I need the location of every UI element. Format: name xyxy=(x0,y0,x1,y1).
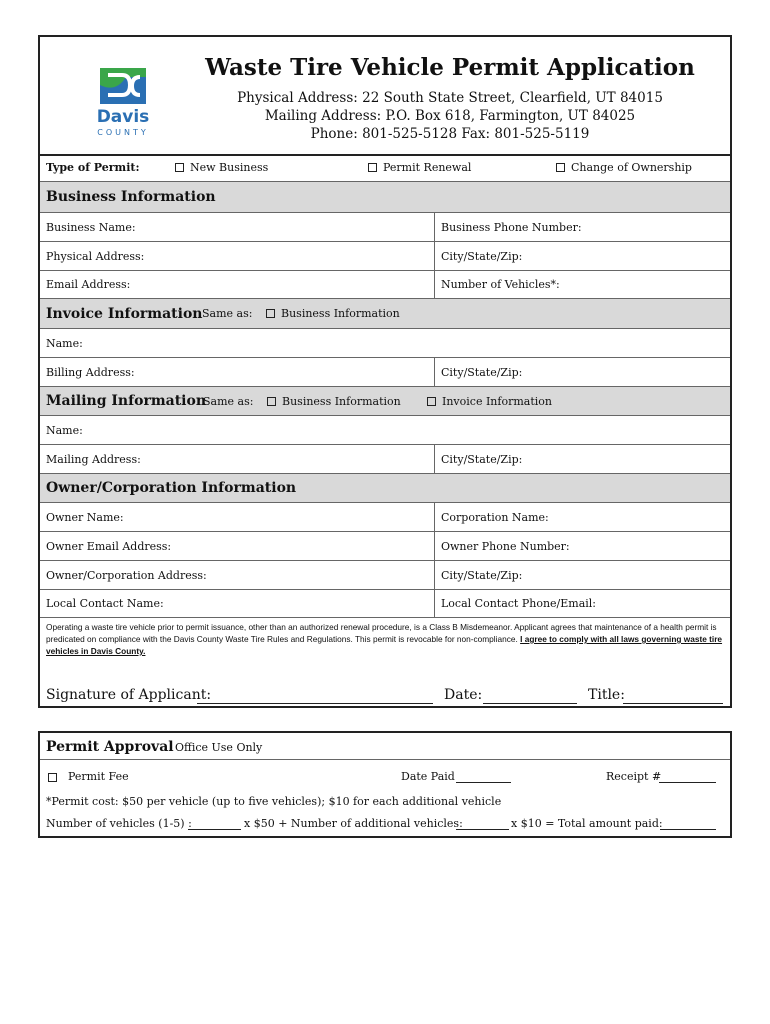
billing-address-field[interactable]: Billing Address: xyxy=(46,365,135,379)
physical-address-text: Physical Address: 22 South State Street, Clearfield, UT 84015 xyxy=(237,90,663,106)
checkbox[interactable] xyxy=(556,163,565,172)
permit-renewal[interactable]: Permit Renewal xyxy=(368,154,471,181)
invoice-name-row xyxy=(40,329,730,358)
legal-notice xyxy=(46,621,726,657)
mailing-name-field[interactable]: Name: xyxy=(46,423,83,437)
phone-fax-text: Phone: 801-525-5128 Fax: 801-525-5119 xyxy=(310,126,590,142)
local-contact-phone-field[interactable]: Local Contact Phone/Email: xyxy=(434,590,732,617)
permit-type-row xyxy=(40,154,730,182)
logo-word: Davis xyxy=(96,107,150,127)
approval-header xyxy=(40,737,730,760)
permit-form xyxy=(38,35,732,708)
owner-name-row xyxy=(40,503,730,532)
checkbox[interactable] xyxy=(267,397,276,406)
total-paid-label: x $10 = Total amount paid: xyxy=(511,817,663,830)
date-label: Date: xyxy=(444,687,483,703)
legal-text: Operating a waste tire vehicle prior to permit issuance, other than an authorized renewal procedure, is a Class B Misdemeanor. Applicant agrees that maintenance of a health permit is predicated on compliance with the Davis County Waste Tire Rules and Regulations. This permit is revocable for non-compliance. xyxy=(46,622,717,644)
business-section-title: Business Information xyxy=(46,189,216,205)
agreement-text: I agree to comply with all laws governing waste tire vehicles in Davis County. xyxy=(46,634,723,656)
mailing-address-text: Mailing Address: P.O. Box 618, Farmington, UT 84025 xyxy=(264,108,636,124)
date-paid-label: Date Paid xyxy=(401,770,455,783)
business-section-header xyxy=(40,182,730,213)
signature-line[interactable] xyxy=(197,703,433,704)
owner-address-field[interactable]: Owner/Corporation Address: xyxy=(46,568,207,582)
business-email-field[interactable]: Email Address: xyxy=(46,278,131,291)
owner-section-header xyxy=(40,474,730,503)
receipt-label: Receipt # xyxy=(606,770,662,783)
title-line[interactable] xyxy=(623,703,723,704)
mailing-address-row xyxy=(40,445,730,474)
local-contact-row xyxy=(40,590,730,618)
vehicle-count-field[interactable]: Number of Vehicles*: xyxy=(434,271,732,298)
permit-approval-box xyxy=(38,731,732,838)
corporation-name-field[interactable]: Corporation Name: xyxy=(434,503,732,531)
vehicle-count-line[interactable] xyxy=(188,829,241,830)
owner-section-title: Owner/Corporation Information xyxy=(46,480,297,496)
additional-vehicles-line[interactable] xyxy=(456,829,509,830)
mailing-same-as-label: Same as: xyxy=(203,394,254,408)
owner-email-row xyxy=(40,532,730,561)
checkbox[interactable] xyxy=(368,163,377,172)
total-paid-line[interactable] xyxy=(660,829,716,830)
title-label: Title: xyxy=(588,687,625,703)
permit-change-ownership[interactable]: Change of Ownership xyxy=(556,154,692,181)
business-email-row xyxy=(40,271,730,299)
logo-subtitle: COUNTY xyxy=(97,128,149,137)
permit-new-business[interactable]: New Business xyxy=(175,154,268,181)
business-address-field[interactable]: Physical Address: xyxy=(46,249,145,263)
signature-label: Signature of Applicant: xyxy=(46,687,212,703)
checkbox[interactable] xyxy=(427,397,436,406)
invoice-section-title: Invoice Information xyxy=(46,305,203,322)
mailing-same-business[interactable]: Business Information xyxy=(267,387,401,415)
local-contact-name-field[interactable]: Local Contact Name: xyxy=(46,597,164,610)
owner-phone-field[interactable]: Owner Phone Number: xyxy=(434,532,732,560)
office-use-label: Office Use Only xyxy=(175,741,263,754)
permit-type-label: Type of Permit: xyxy=(46,161,140,174)
owner-city-field[interactable]: City/State/Zip: xyxy=(434,561,732,589)
business-phone-field[interactable]: Business Phone Number: xyxy=(434,213,732,241)
invoice-name-field[interactable]: Name: xyxy=(46,336,83,350)
mailing-address-field[interactable]: Mailing Address: xyxy=(46,452,141,466)
approval-title: Permit Approval xyxy=(46,739,174,755)
owner-email-field[interactable]: Owner Email Address: xyxy=(46,539,172,553)
invoice-same-as-label: Same as: xyxy=(202,307,253,320)
additional-vehicles-label: x $50 + Number of additional vehicles: xyxy=(244,817,463,830)
checkbox[interactable] xyxy=(175,163,184,172)
mailing-section-title: Mailing Information xyxy=(46,393,207,409)
invoice-section-header xyxy=(40,299,730,329)
checkbox[interactable] xyxy=(266,309,275,318)
billing-address-row xyxy=(40,358,730,387)
vehicle-count-label: Number of vehicles (1-5) : xyxy=(46,817,192,830)
page-title: Waste Tire Vehicle Permit Application xyxy=(205,54,695,81)
owner-name-field[interactable]: Owner Name: xyxy=(46,510,124,524)
invoice-same-business[interactable]: Business Information xyxy=(266,299,400,328)
business-city-field[interactable]: City/State/Zip: xyxy=(434,242,732,270)
billing-city-field[interactable]: City/State/Zip: xyxy=(434,358,732,386)
mailing-name-row xyxy=(40,416,730,445)
date-line[interactable] xyxy=(483,703,577,704)
business-name-row xyxy=(40,213,730,242)
date-paid-line[interactable] xyxy=(456,782,511,783)
business-address-row xyxy=(40,242,730,271)
mailing-section-header xyxy=(40,387,730,416)
checkbox[interactable] xyxy=(48,773,57,782)
owner-address-row xyxy=(40,561,730,590)
permit-cost-text: *Permit cost: $50 per vehicle (up to five vehicles); $10 for each additional vehicle xyxy=(46,795,502,808)
mailing-same-invoice[interactable]: Invoice Information xyxy=(427,387,552,415)
permit-fee-checkbox[interactable] xyxy=(48,770,63,783)
permit-fee-label: Permit Fee xyxy=(68,770,129,783)
business-name-field[interactable]: Business Name: xyxy=(46,220,136,234)
form-header xyxy=(40,37,730,156)
receipt-line[interactable] xyxy=(659,782,716,783)
mailing-city-field[interactable]: City/State/Zip: xyxy=(434,445,732,473)
